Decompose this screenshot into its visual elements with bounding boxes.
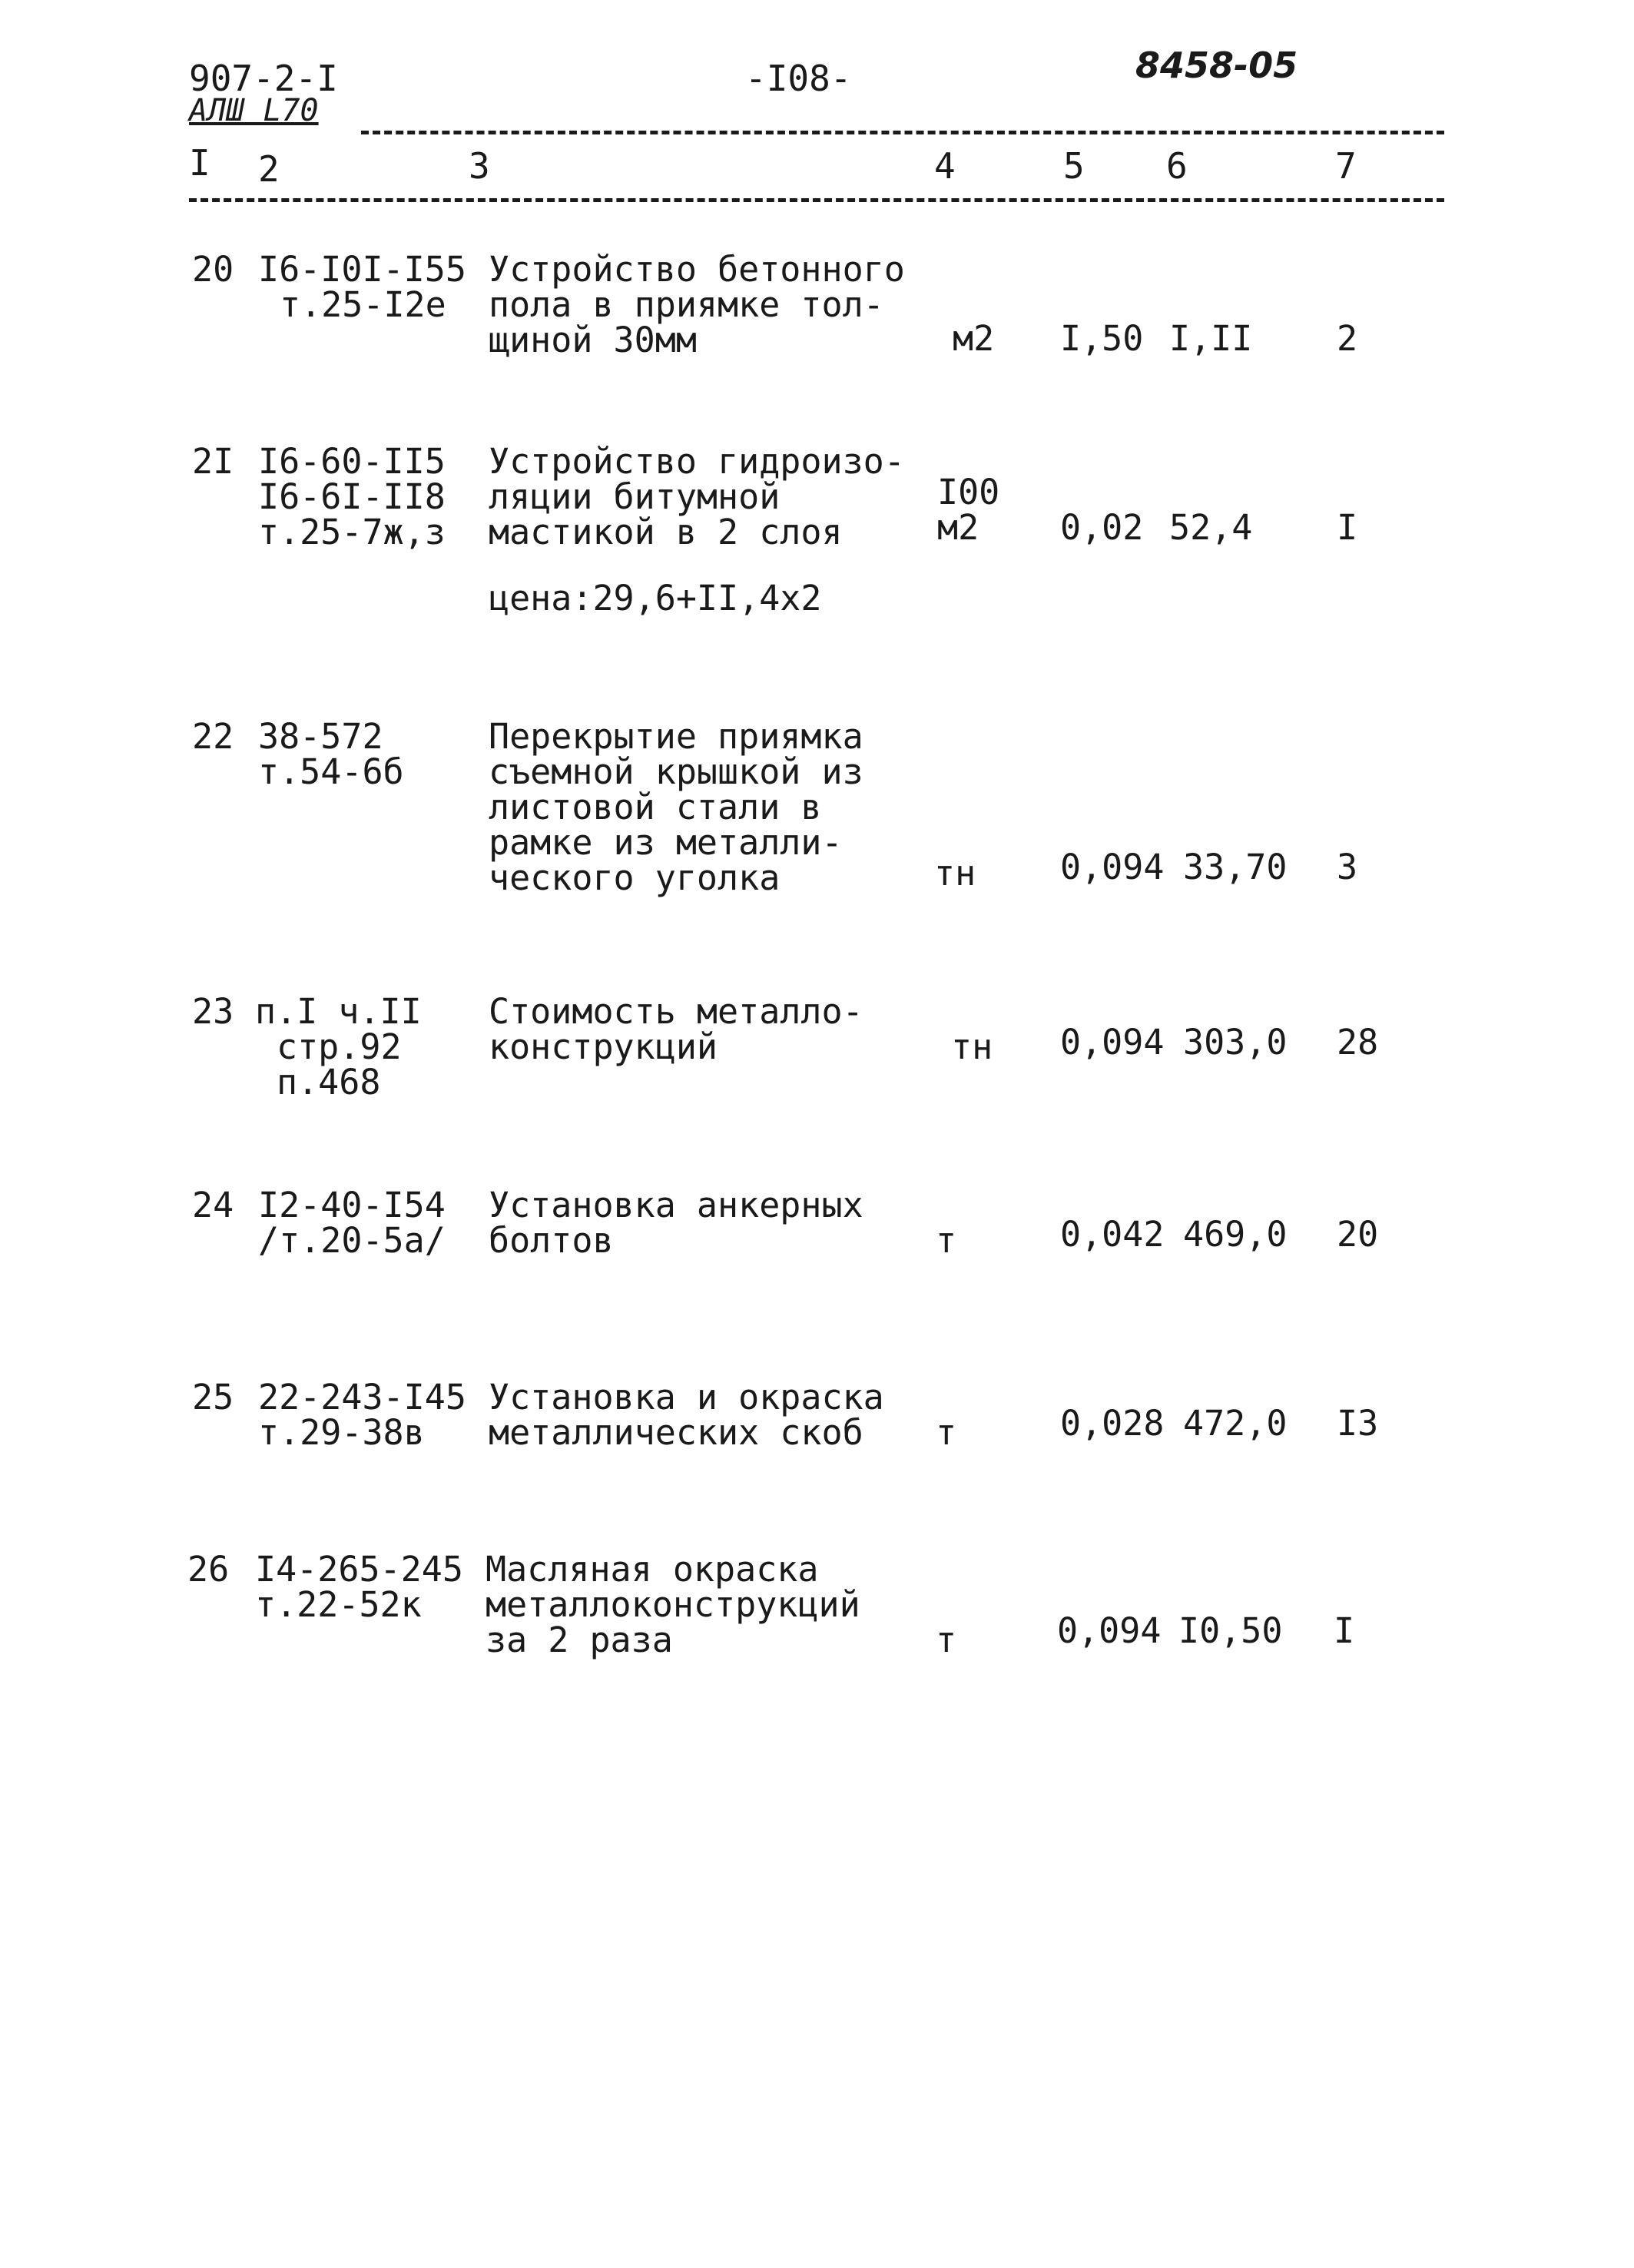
row-23-unit: тн [951, 1026, 993, 1067]
row-24-price: 469,0 [1183, 1214, 1288, 1255]
row-20-quantity: I,50 [1060, 318, 1144, 359]
row-20-number: 20 [192, 249, 234, 290]
row-26-description: Масляная окраска металлоконструкций за 2 раза [486, 1549, 860, 1660]
row-20-code: I6-I0I-I55 т.25-I2е [258, 249, 466, 325]
row-21-quantity: 0,02 [1060, 507, 1144, 548]
row-26-price: I0,50 [1178, 1610, 1283, 1651]
page-number: -I08- [745, 58, 852, 99]
row-21-description: Устройство гидроизо- ляции битумной мастикой в 2 слоя [489, 441, 905, 552]
row-20-unit: м2 [953, 318, 995, 359]
row-21-unit: I00 м2 [937, 472, 1000, 548]
row-21-price-note: цена:29,6+II,4х2 [489, 578, 822, 618]
row-20-description: Устройство бетонного пола в приямке тол- щиной 30мм [489, 249, 905, 360]
handwritten-reference: 8458-05 [1135, 45, 1298, 86]
column-number-3: 3 [469, 145, 490, 187]
row-22-code: 38-572 т.54-6б [258, 716, 404, 792]
row-22-description: Перекрытие приямка съемной крышкой из листовой стали в рамке из металли- ческого уголка [489, 716, 863, 898]
row-21-total: I [1337, 507, 1358, 548]
row-22-number: 22 [192, 716, 234, 757]
row-26-quantity: 0,094 [1057, 1610, 1162, 1651]
row-21-code: I6-60-II5 I6-6I-II8 т.25-7ж,з [258, 441, 446, 552]
row-24-total: 20 [1337, 1214, 1379, 1255]
row-25-unit: т [936, 1412, 957, 1453]
row-24-unit: т [936, 1220, 957, 1261]
row-24-code: I2-40-I54 /т.20-5а/ [258, 1185, 446, 1261]
row-25-quantity: 0,028 [1060, 1403, 1165, 1444]
row-23-description: Стоимость металло- конструкций [489, 991, 863, 1067]
row-20-price: I,II [1169, 318, 1253, 359]
row-25-price: 472,0 [1183, 1403, 1288, 1444]
column-number-7: 7 [1335, 145, 1357, 187]
row-26-total: I [1334, 1610, 1355, 1651]
row-22-total: 3 [1337, 847, 1358, 887]
row-22-price: 33,70 [1183, 847, 1288, 887]
row-25-description: Установка и окраска металлических скоб [489, 1377, 884, 1453]
row-24-number: 24 [192, 1185, 234, 1225]
doc-code: 907-2-I [189, 58, 338, 99]
row-23-total: 28 [1337, 1022, 1379, 1063]
column-number-6: 6 [1166, 145, 1188, 187]
row-26-code: I4-265-245 т.22-52к [255, 1549, 463, 1625]
row-26-unit: т [936, 1620, 957, 1660]
row-21-number: 2I [192, 441, 234, 482]
row-22-quantity: 0,094 [1060, 847, 1165, 887]
row-20-total: 2 [1337, 318, 1358, 359]
row-23-quantity: 0,094 [1060, 1022, 1165, 1063]
row-21-price: 52,4 [1169, 507, 1253, 548]
row-25-code: 22-243-I45 т.29-38в [258, 1377, 466, 1453]
row-26-number: 26 [187, 1549, 230, 1590]
header-rule-top [361, 131, 1444, 134]
column-number-5: 5 [1063, 145, 1085, 187]
row-22-unit: тн [934, 853, 976, 894]
row-23-code: п.I ч.II стр.92 п.468 [255, 991, 422, 1102]
row-24-quantity: 0,042 [1060, 1214, 1165, 1255]
album-code: АЛШ L70 [189, 93, 319, 128]
column-number-2: 2 [258, 148, 280, 190]
column-number-1: I [189, 142, 210, 184]
row-23-price: 303,0 [1183, 1022, 1288, 1063]
row-24-description: Установка анкерных болтов [489, 1185, 863, 1261]
column-number-4: 4 [934, 145, 956, 187]
header-rule-bottom [189, 198, 1444, 202]
row-23-number: 23 [192, 991, 234, 1032]
row-25-number: 25 [192, 1377, 234, 1418]
row-25-total: I3 [1337, 1403, 1379, 1444]
